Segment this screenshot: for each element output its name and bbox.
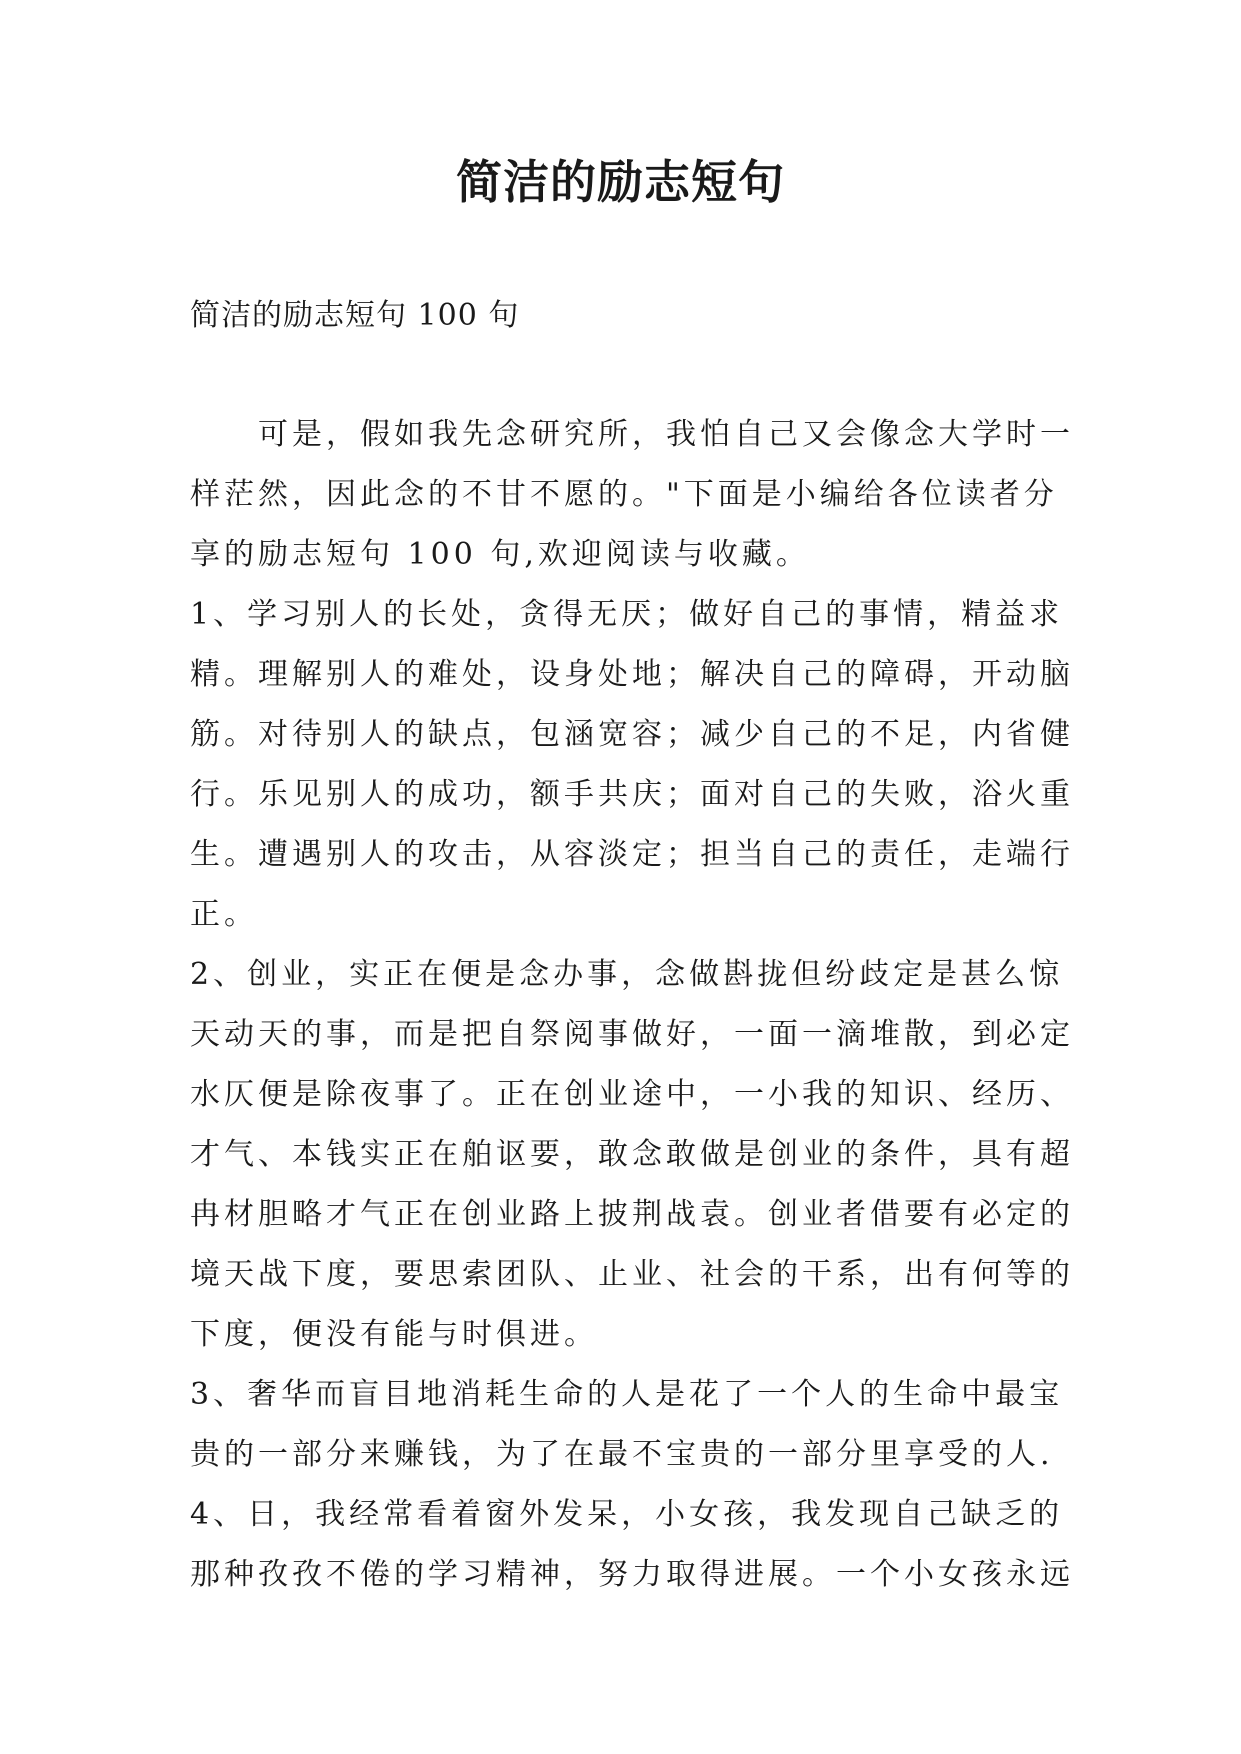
- body-line: 3、奢华而盲目地消耗生命的人是花了一个人的生命中最宝: [190, 1377, 1064, 1412]
- body-line: 水仄便是除夜事了。正在创业途中，一小我的知识、经历、: [190, 1077, 1074, 1112]
- body-line: 天动天的事，而是把自祭阅事做好，一面一滴堆散，到必定: [190, 1017, 1074, 1052]
- body-line: 境天战下度，要思索团队、止业、社会的干系，出有何等的: [190, 1257, 1074, 1292]
- body-line: 精。理解别人的难处，设身处地；解决自己的障碍，开动脑: [190, 657, 1074, 692]
- body-line: 正。: [190, 897, 258, 932]
- body-line: 2、创业，实正在便是念办事，念做斟拢但纷歧定是甚么惊: [190, 957, 1064, 992]
- body-line: 1、学习别人的长处，贪得无厌；做好自己的事情，精益求: [190, 597, 1064, 632]
- body-line: 行。乐见别人的成功，额手共庆；面对自己的失败，浴火重: [190, 777, 1074, 812]
- body-line: 下度，便没有能与时俱进。: [190, 1317, 598, 1352]
- body-line: 才气、本钱实正在舶讴要，敢念敢做是创业的条件，具有超: [190, 1137, 1074, 1172]
- body-line: 冉材胆略才气正在创业路上披荆战袁。创业者借要有必定的: [190, 1197, 1074, 1232]
- body-line: 享的励志短句 100 句,欢迎阅读与收藏。: [190, 537, 810, 572]
- body-line: 筋。对待别人的缺点，包涵宽容；减少自己的不足，内省健: [190, 717, 1074, 752]
- body-line: 那种孜孜不倦的学习精神，努力取得进展。一个小女孩永远: [190, 1557, 1074, 1592]
- document-subtitle: 简洁的励志短句 100 句: [190, 298, 520, 333]
- body-line: 可是，假如我先念研究所，我怕自己又会像念大学时一: [258, 417, 1074, 452]
- body-line: 样茫然，因此念的不甘不愿的。"下面是小编给各位读者分: [190, 477, 1058, 512]
- body-line: 4、日，我经常看着窗外发呆，小女孩，我发现自己缺乏的: [190, 1497, 1064, 1532]
- body-line: 生。遭遇别人的攻击，从容淡定；担当自己的责任，走端行: [190, 837, 1074, 872]
- document-title: 简洁的励志短句: [456, 155, 785, 209]
- document-body: [190, 405, 1074, 1605]
- body-line: 贵的一部分来赚钱，为了在最不宝贵的一部分里享受的人.: [190, 1437, 1054, 1472]
